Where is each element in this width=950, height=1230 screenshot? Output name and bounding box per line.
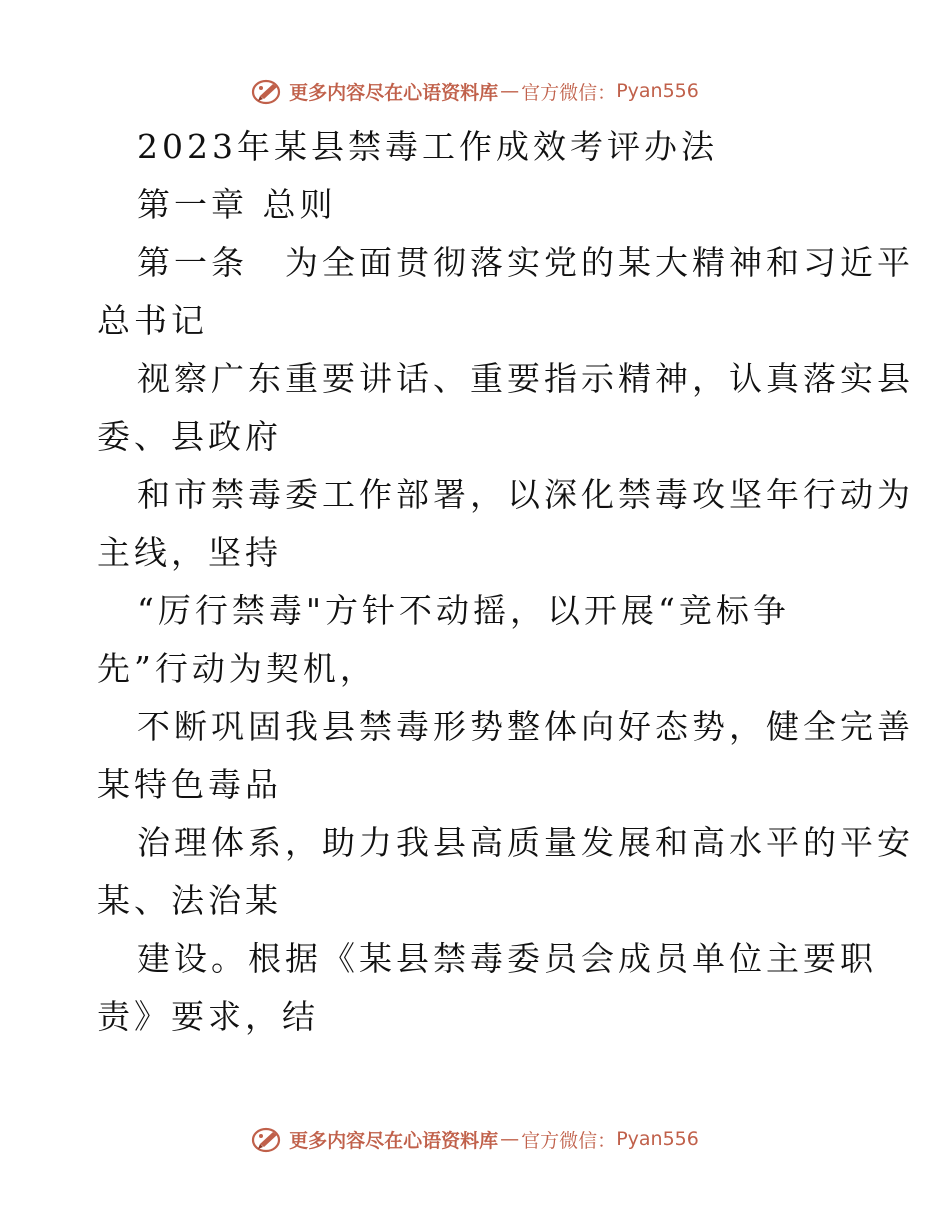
watermark-wechat-id: Pyan556 <box>616 80 699 102</box>
paragraph-line: 治理体系，助力我县高质量发展和高水平的平安 <box>137 823 914 862</box>
document-title: 2023年某县禁毒工作成效考评办法 <box>137 127 718 166</box>
paragraph-line: 主线，坚持 <box>97 533 282 572</box>
watermark-dash: — <box>500 80 520 102</box>
paragraph-line: 委、县政府 <box>97 417 282 456</box>
watermark-dash: — <box>500 1128 520 1150</box>
paragraph-line: 建设。根据《某县禁毒委员会成员单位主要职 <box>137 939 877 978</box>
watermark-wechat-label: 官方微信： <box>521 1129 617 1152</box>
paragraph-line: 和市禁毒委工作部署，以深化禁毒攻坚年行动为 <box>137 475 914 514</box>
watermark-text: 更多内容尽在心语资料库 <box>289 1129 499 1152</box>
pen-nib-logo-icon <box>251 1124 285 1154</box>
watermark-text: 更多内容尽在心语资料库 <box>289 81 499 104</box>
paragraph-line: 总书记 <box>97 301 208 340</box>
chapter-heading: 第一章 总则 <box>137 185 337 224</box>
paragraph-line: 不断巩固我县禁毒形势整体向好态势，健全完善 <box>137 707 914 746</box>
paragraph-line: 某、法治某 <box>97 881 282 920</box>
watermark-wechat-label: 官方微信： <box>521 81 617 104</box>
paragraph-line: 某特色毒品 <box>97 765 282 804</box>
paragraph-line: 视察广东重要讲话、重要指示精神，认真落实县 <box>137 359 914 398</box>
pen-nib-logo-icon <box>251 76 285 106</box>
watermark-wechat-id: Pyan556 <box>616 1128 699 1150</box>
paragraph-line: 先”行动为契机， <box>97 649 377 688</box>
paragraph-line: “厉行禁毒"方针不动摇，以开展“竞标争 <box>137 591 790 630</box>
header-watermark <box>0 76 950 106</box>
footer-watermark <box>0 1124 950 1154</box>
paragraph-line: 第一条 为全面贯彻落实党的某大精神和习近平 <box>137 243 914 282</box>
paragraph-line: 责》要求，结 <box>97 997 319 1036</box>
